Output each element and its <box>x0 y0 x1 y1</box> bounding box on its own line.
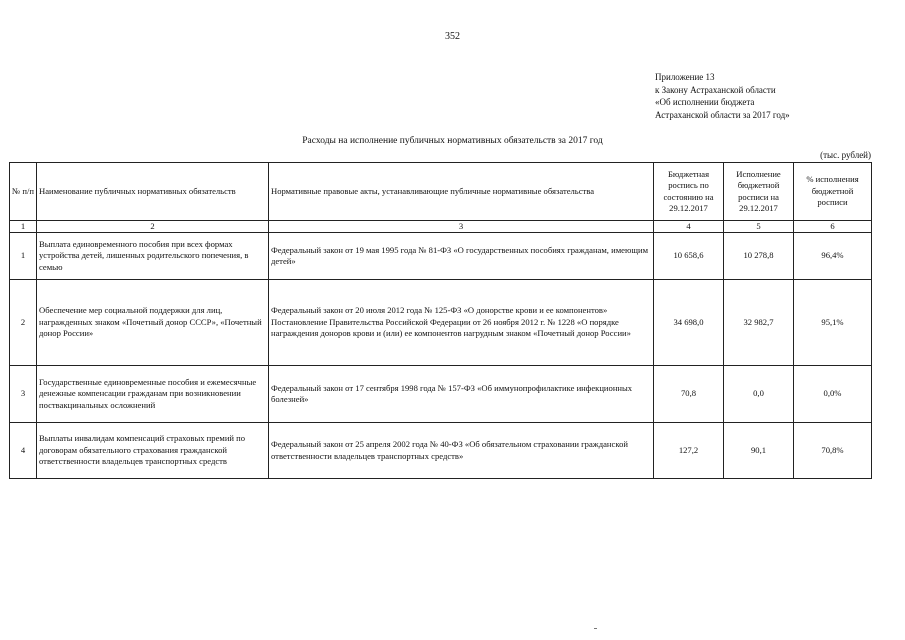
execution-value: 0,0 <box>724 366 794 423</box>
document-title: Расходы на исполнение публичных нормативных обязательств за 2017 год <box>302 136 603 146</box>
column-number: 5 <box>724 221 794 233</box>
header-percent: % исполнения бюджетной росписи <box>794 163 872 221</box>
header-no: № п/п <box>10 163 37 221</box>
scan-speck <box>594 628 597 629</box>
legal-acts <box>269 366 654 423</box>
column-number-row <box>10 221 872 233</box>
legal-act: Федеральный закон от 20 июля 2012 года № 125-ФЗ «О донорстве крови и ее компонентов» <box>271 305 608 316</box>
appendix-block <box>655 71 790 121</box>
legal-act: Федеральный закон от 25 апреля 2002 года № 40-ФЗ «Об обязательном страховании гражданской ответственности владельцев транспортных средств» <box>271 439 628 461</box>
row-number: 4 <box>10 423 37 479</box>
header-name: Наименование публичных нормативных обязательств <box>37 163 269 221</box>
budget-value: 127,2 <box>654 423 724 479</box>
percent-value: 96,4% <box>794 233 872 280</box>
page-number: 352 <box>445 31 460 42</box>
obligation-name: Обеспечение мер социальной поддержки для лиц, награжденных знаком «Почетный донор СССР», «Почетный донор России» <box>37 280 269 366</box>
obligation-name: Выплата единовременного пособия при всех формах устройства детей, лишенных родительского попечения, в семью <box>37 233 269 280</box>
percent-value: 95,1% <box>794 280 872 366</box>
row-number: 3 <box>10 366 37 423</box>
column-number: 3 <box>269 221 654 233</box>
column-number: 2 <box>37 221 269 233</box>
table-row <box>10 280 872 366</box>
column-number: 6 <box>794 221 872 233</box>
obligation-name: Государственные единовременные пособия и ежемесячные денежные компенсации гражданам при возникновении поствакцинальных осложнений <box>37 366 269 423</box>
legal-act: Федеральный закон от 19 мая 1995 года № 81-ФЗ «О государственных пособиях гражданам, имеющим детей» <box>271 244 649 266</box>
appendix-line: к Закону Астраханской области <box>655 84 776 95</box>
units-label: (тыс. рублей) <box>820 150 871 160</box>
obligation-name: Выплаты инвалидам компенсаций страховых премий по договорам обязательного страхования гражданской ответственности владельцев транспортных средств <box>37 423 269 479</box>
column-number: 4 <box>654 221 724 233</box>
percent-value: 0,0% <box>794 366 872 423</box>
appendix-line: «Об исполнении бюджета <box>655 97 755 107</box>
header-budget: Бюджетная роспись по состоянию на 29.12.2017 <box>654 163 724 221</box>
execution-value: 10 278,8 <box>724 233 794 280</box>
header-execution: Исполнение бюджетной росписи на 29.12.2017 <box>724 163 794 221</box>
budget-value: 34 698,0 <box>654 280 724 366</box>
budget-value: 70,8 <box>654 366 724 423</box>
row-number: 1 <box>10 233 37 280</box>
header-row <box>10 163 872 221</box>
percent-value: 70,8% <box>794 423 872 479</box>
table-row <box>10 233 872 280</box>
appendix-line: Астраханской области за 2017 год» <box>655 109 790 120</box>
column-number: 1 <box>10 221 37 233</box>
budget-value: 10 658,6 <box>654 233 724 280</box>
execution-value: 32 982,7 <box>724 280 794 366</box>
row-number: 2 <box>10 280 37 366</box>
expenditure-table <box>9 162 872 479</box>
legal-acts <box>269 233 654 280</box>
table-row <box>10 366 872 423</box>
table-row <box>10 423 872 479</box>
execution-value: 90,1 <box>724 423 794 479</box>
appendix-line: Приложение 13 <box>655 72 715 82</box>
legal-acts <box>269 280 654 366</box>
legal-act: Федеральный закон от 17 сентября 1998 года № 157-ФЗ «Об иммунопрофилактике инфекционных болезней» <box>271 382 633 404</box>
header-acts: Нормативные правовые акты, устанавливающие публичные нормативные обязательства <box>269 163 654 221</box>
legal-acts <box>269 423 654 479</box>
legal-act: Постановление Правительства Российской Федерации от 26 ноября 2012 г. № 1228 «О порядке награждения доноров крови и (или) ее компонентов нагрудным знаком «Почетный донор России» <box>271 316 631 339</box>
